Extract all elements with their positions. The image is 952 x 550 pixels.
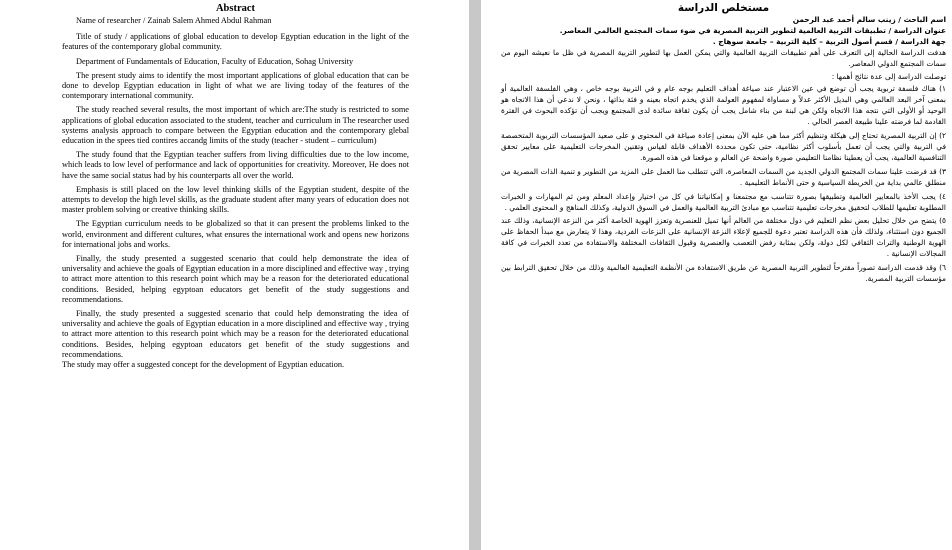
- arabic-results-list: [501, 84, 946, 284]
- abstract-paragraph-3: The study found that the Egyptian teacher suffers from living difficulties due to the low income, which leads to low level of performance and lack of opportunities for creativity. Moreover, He does not have the same social status had by his counterparts all over the world.: [62, 150, 409, 180]
- abstract-closing: The study may offer a suggested concept for the development of Egyptian education.: [62, 360, 345, 370]
- arabic-result-3: ٣) قد فرضت علينا سمات المجتمع الدولي الجديد من السمات المعاصرة، التي تتطلب منا العمل على المزيد من التطوير و تنمية الذات المصرية من منطلق عالمي بداية من الخريطة السياسية و حتى الأنماط التعليمية .: [501, 166, 946, 187]
- english-abstract-body: [62, 16, 409, 370]
- abstract-page-english: [0, 0, 469, 550]
- study-title: Title of study / applications of global education to develop Egyptian education in the light of the features of the contemporary global community.: [62, 32, 409, 52]
- abstract-paragraph-1: The present study aims to identify the most important applications of global education that can be done to develop Egyptian education in light of what we are living today of the features of the contemporary international community.: [62, 70, 409, 101]
- arabic-result-2: ٢) إن التربية المصرية تحتاج إلى هيكلة وتنظيم أكثر مما هي عليه الآن بمعنى إعادة صياغة في المحتوى و على صعيد المؤسسات التربوية المتخصصة في التربية والتي يجب أن تعمل بأسلوب أكثر نظامية، حتى تكون محددة الأهداف قابلة لقياس وتقنين المخرجات التعليمية على معايير تحقق التنافسية العالمية، يجب أن يعطينا نظامنا التعليمي صورة واضحة عن العالم و موقعنا في هذه الصورة.: [501, 131, 946, 162]
- arabic-abstract-title: مستخلص الدراسة: [677, 2, 770, 14]
- arabic-intro: هدفت الدراسة الحالية إلى التعرف على أهم تطبيقات التربية العالمية والتي يمكن العمل بها لتطوير التربية المصرية في ظل ما نعيشه اليوم من سمات المجتمع الدولي المعاصر.: [501, 47, 946, 68]
- arabic-abstract-body: [501, 15, 946, 285]
- abstract-paragraph-2: The study reached several results, the most important of which are:The study is restricted to some applications of global education associated to the student, teacher and curriculum in The researcher used systems analysis approach to compare between the Egyptian education and the contemporary glebal education in the spees tied contires accandg limits of the study (teacher - student – curriculum): [62, 105, 409, 146]
- abstract-paragraph-7: Finally, the study presented a suggested scenario that could help demonstrating the idea of universality and achieve the goals of Egyptian education in a more disciplined and effective way , trying to attract more attention to this research point which may be a reason for the deteriorated educational conditions. Besides, helping egyptoan educators get benefit of the study suggestions and recommendations.: [62, 309, 409, 359]
- arabic-researcher: اسم الباحث / زينب سالم أحمد عبد الرحمن: [792, 15, 946, 24]
- abstract-page-arabic: [481, 0, 952, 550]
- abstract-paragraph-5: The Egyptian curriculum needs to be globalized so that it can present the problems linked to the world, environment and different cultures, what ensures the international work and opens new horizons for international jobs and works.: [62, 219, 409, 249]
- arabic-result-4: ٤) يجب الأخذ بالمعايير العالمية وتطبيقها بصورة تتناسب مع مجتمعنا و إمكانياتنا في كل من اختيار وإعداد المعلم ومن ثم المهارات و الخبرات المطلوبة تعليمها للطلاب لتحقيق مخرجات تعليمية تتناسب مع مبادئ التربية العالمية والعمل في السوق الدولية، وكذلك المناهج و المحتوى العلمي .: [501, 191, 946, 212]
- arabic-result-1: ١) هناك فلسفة تربوية يجب أن توضع في عين الاعتبار عند صياغة أهداف التعليم بوجه عام و في التربية بوجه خاص ، وهي الفلسفة العالمية أو بمعنى آخر البعد العالمي وهي البديل الأكثر عدلاً و مساواة لمفهوم العولمة الذي يخدم اتجاه بعينه و فئة بذاتها ، ونحن لا ندعي أن هذا الاتجاه هو الوحيد أو الأولى التي نتجه هذا الاتجاه ولكن هي لبنة من بناء شامل يجب أن يكون ثقافة سائدة لدى المجتمع ويجب أن تؤكده البحوث في الفترة القادمة لما فرضته علينا طبيعة العصر الحالي .: [501, 84, 946, 127]
- arabic-department: جهة الدراسة / قسم أصول التربية – كلية التربية – جامعة سوهاج .: [712, 36, 946, 46]
- abstract-paragraph-4: Emphasis is still placed on the low level thinking skills of the Egyptian student, despite of the attempts to develop the high level skills, as the graduate student after many years of education does not master problem solving or creative thinking skills.: [62, 184, 409, 215]
- department: Department of Fundamentals of Education, Faculty of Education, Sohag University: [76, 56, 354, 66]
- arabic-result-5: ٥) يتضح من خلال تحليل بعض نظم التعليم في دول مختلفة من العالم أنها تميل للعنصرية وتعزز الهوية الخاصة أكثر من النزعة الإنسانية، وذلك عند الجميع دون استثناء، ولذلك فأن هذه الدراسة تعتبر دعوة للجميع لإعلاء النزعة الإنسانية على النزعات الفردية، وهذا لا يتعارض مع مبدأ الحفاظ على الهوية الوطنية والتراث الثقافي لكل دولة، ولكن بمثابة رفض التعصب والعنصرية وقبول الثقافات المختلفة والاستفادة من تعدد الخبرات في كافة المجالات الإنسانية .: [501, 216, 946, 259]
- arabic-results-heading: توصلت الدراسة إلى عدة نتائج أهمها :: [831, 71, 946, 81]
- arabic-study-title: عنوان الدراسة / تطبيقات التربية العالمية لتطوير التربية المصرية في ضوء سمات المجتمع العالمي المعاصر.: [559, 25, 946, 35]
- arabic-result-6: ٦) وقد قدمت الدراسة تصوراً مقترحاً لتطوير التربية المصرية عن طريق الاستفادة من الأنظمة التعليمية العالمية وذلك من خلال تحقيق الترابط بين مؤسسات التربية المصرية.: [501, 263, 946, 283]
- researcher-name: Name of researcher / Zainab Salem Ahmed Abdul Rahman: [76, 16, 272, 25]
- arabic-meta: [501, 15, 946, 48]
- abstract-title: Abstract: [215, 3, 256, 14]
- abstract-paragraph-6: Finally, the study presented a suggested scenario that could help demonstrate the idea of universality and achieve the goals of Egyptian education in a more disciplined and effective way , trying to attract more attention to this research point which may be a reason for the deteriorated educational conditions. Besided, helping egyptoan educators get benefit of the study suggestions and recommendations.: [62, 254, 409, 304]
